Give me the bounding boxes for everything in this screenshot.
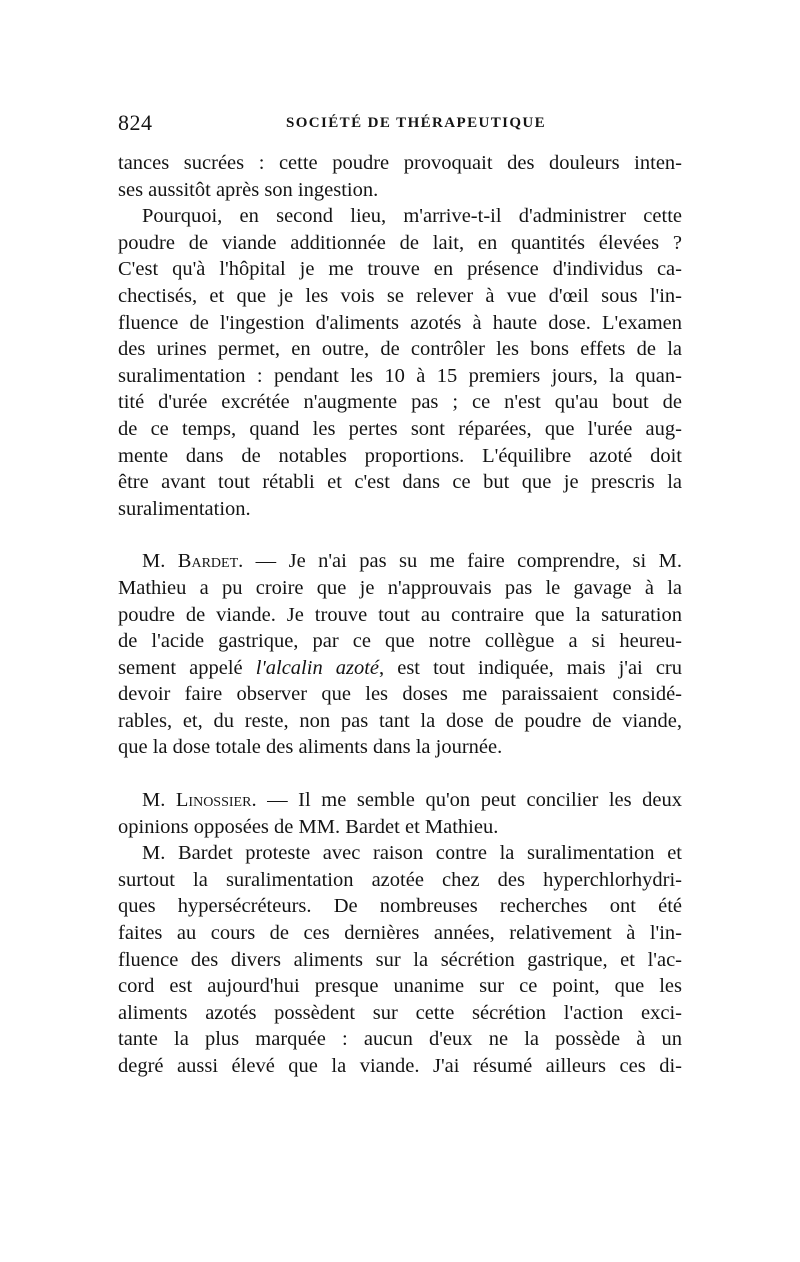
paragraph	[118, 203, 682, 522]
text-line: des urines permet, en outre, de contrôler les bons effets de la	[118, 338, 682, 361]
paragraph	[118, 150, 682, 203]
paragraph-bardet	[118, 548, 682, 761]
text-line: être avant tout rétabli et c'est dans ce but que je prescris la	[118, 471, 682, 494]
text-line: poudre de viande. Je trouve tout au contraire que la saturation	[118, 603, 682, 626]
paragraph-spacer	[118, 522, 682, 548]
text-line: opinions opposées de MM. Bardet et Mathieu.	[118, 815, 499, 838]
text-line: fluence de l'ingestion d'aliments azotés à haute dose. L'examen	[118, 311, 682, 334]
text-line: de ce temps, quand les pertes sont réparées, que l'urée aug-	[118, 417, 682, 440]
text-line: ques hypersécréteurs. De nombreuses recherches ont été	[118, 895, 682, 918]
text-line: Pourquoi, en second lieu, m'arrive-t-il d'administrer cette	[142, 205, 682, 228]
page-body	[118, 150, 682, 1080]
paragraph	[118, 840, 682, 1079]
paragraph-linossier	[118, 787, 682, 840]
text-line: poudre de viande additionnée de lait, en quantités élevées ?	[118, 231, 682, 254]
text-line: surtout la suralimentation azotée chez des hyperchlorhydri-	[118, 868, 682, 891]
text-line: tante la plus marquée : aucun d'eux ne la possède à un	[118, 1028, 682, 1051]
text-line: devoir faire observer que les doses me paraissaient considé-	[118, 683, 682, 706]
text-line: fluence des divers aliments sur la sécrétion gastrique, et l'ac-	[118, 948, 682, 971]
text-line: suralimentation.	[118, 497, 251, 520]
text-line: aliments azotés possèdent sur cette sécrétion l'action exci-	[118, 1001, 682, 1024]
text-line: Mathieu a pu croire que je n'approuvais pas le gavage à la	[118, 576, 682, 599]
text-line: faites au cours de ces dernières années, relativement à l'in-	[118, 922, 682, 945]
text-line: sement appelé l'alcalin azoté, est tout indiquée, mais j'ai cru	[118, 656, 682, 679]
text-line: tité d'urée excrétée n'augmente pas ; ce n'est qu'au bout de	[118, 391, 682, 414]
text-line: mente dans de notables proportions. L'équilibre azoté doit	[118, 444, 682, 467]
text-line: M. Bardet proteste avec raison contre la suralimentation et	[142, 842, 682, 865]
text-line: chectisés, et que je les vois se relever à vue d'œil sous l'in-	[118, 284, 682, 307]
text-line: tances sucrées : cette poudre provoquait des douleurs inten-	[118, 152, 682, 174]
text-line: cord est aujourd'hui presque unanime sur ce point, que les	[118, 975, 682, 998]
paragraph-spacer	[118, 761, 682, 787]
text-line: M. Bardet. — Je n'ai pas su me faire comprendre, si M.	[142, 550, 682, 573]
text-line: degré aussi élevé que la viande. J'ai résumé ailleurs ces di-	[118, 1055, 682, 1077]
text-line: rables, et, du reste, non pas tant la dose de poudre de viande,	[118, 709, 682, 732]
text-line: suralimentation : pendant les 10 à 15 premiers jours, la quan-	[118, 364, 682, 387]
text-line: de l'acide gastrique, par ce que notre collègue a si heureu-	[118, 630, 682, 653]
running-head: SOCIÉTÉ DE THÉRAPEUTIQUE	[286, 115, 547, 131]
text-line: que la dose totale des aliments dans la journée.	[118, 736, 503, 759]
page-number: 824	[118, 110, 153, 135]
page-header	[118, 110, 682, 140]
text-line: ses aussitôt après son ingestion.	[118, 178, 379, 201]
text-line: C'est qu'à l'hôpital je me trouve en présence d'individus ca-	[118, 258, 682, 281]
text-line: M. Linossier. — Il me semble qu'on peut concilier les deux	[142, 789, 682, 812]
